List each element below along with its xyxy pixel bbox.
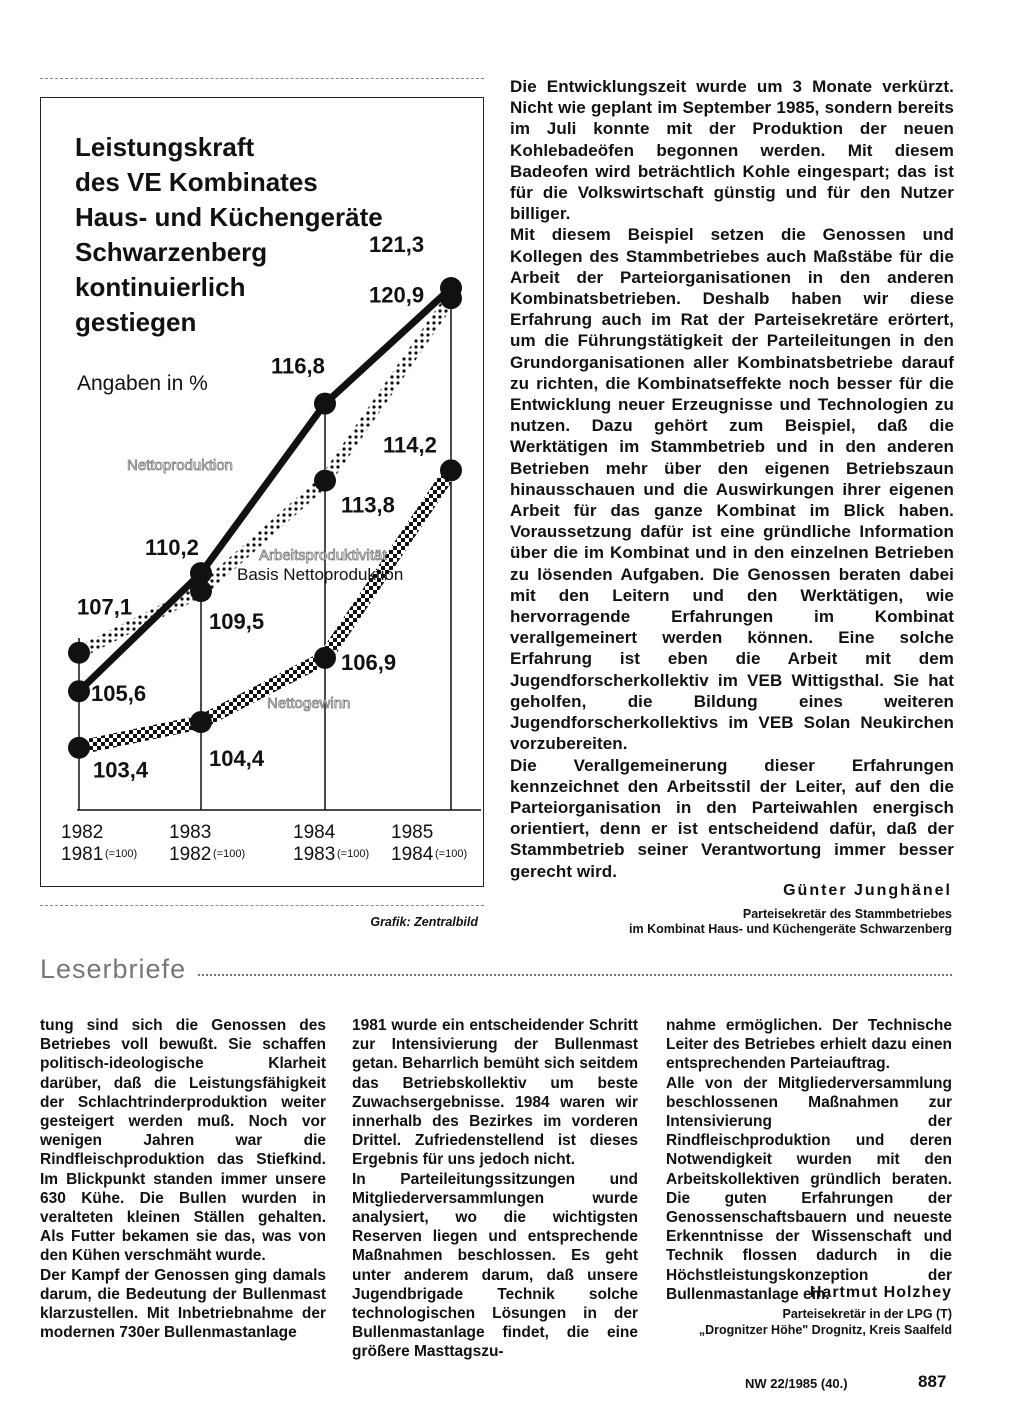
issue-label: NW 22/1985 (40.) xyxy=(745,1376,848,1391)
section-heading: Leserbriefe xyxy=(40,954,187,984)
article-paragraph: Die Entwicklungszeit wurde um 3 Monate verkürzt. Nicht wie geplant im September 1985, sondern bereits im Juli konnte mit der Produktion der neuen Kohlebadeöfen begonnen werden. Mit diesem Badeofen wird beträchtlich Kohle eingespart; das ist für die Volkswirtschaft günstig und für den Nutzer billiger. xyxy=(510,77,954,224)
data-label-nettoproduktion: 105,6 xyxy=(91,681,147,707)
chart-frame xyxy=(40,97,484,887)
page-number: 887 xyxy=(918,1372,947,1391)
data-label-arbeitsproduktivitaet: 109,5 xyxy=(209,609,265,635)
data-point xyxy=(440,459,462,481)
chart-title-line: Schwarzenberg xyxy=(75,237,268,267)
data-label-nettoproduktion: 110,2 xyxy=(145,535,199,561)
article-author-role-2: im Kombinat Haus- und Küchengeräte Schwarzenberg xyxy=(629,922,952,936)
data-label-nettogewinn: 103,4 xyxy=(93,757,149,783)
letter-paragraph: Alle von der Mitgliederversammlung beschlossenen Maßnahmen zur Intensivierung der Rindfleischproduktion und deren Notwendigkeit wurden mit den Arbeitskollektiven gründlich beraten. Die guten Erfahrungen der Genossenschaftsbauern und neueste Erkenntnisse der Wissenschaft und Technik flossen dadurch in die Höchstleistungskonzeption der Bullenmastanlage ein. xyxy=(666,1074,952,1303)
chart-title-line: gestiegen xyxy=(75,307,197,337)
article-paragraph: Mit diesem Beispiel setzen die Genossen und Kollegen des Stammbetriebes auch Maßstäbe für die Arbeit der Parteiorganisationen in den anderen Kombinatsbetrieben. Deshalb haben wir diese Erfahrung auch im Rat der Parteisekretäre erörtert, um die Führungstätigkeit der Parteileitungen in den Grundorganisationen aller Kombinatsbetriebe darauf zu richten, die Kombinatseffekte noch besser für die Entwicklung neuer Erzeugnisse und Technologien zu nutzen. Dazu gehört zum Beispiel, daß die Werktätigen im Stammbetrieb und in den anderen Betrieben mehr über den eigenen Betriebszaun hinausschauen und die Auswirkungen ihrer eigenen Arbeit für das ganze Kombinat im Blick haben. Voraussetzung dafür ist eine gründliche Information über die im Kombinat und in den einzelnen Betrieben zu lösenden Aufgaben. Die Genossen beraten dabei mit den Leitern und den Werktätigen, wie hervorragende Erfahrungen im Kombinat verallgemeinert werden können. Eine solche Erfahrung ist eben die Arbeit mit dem Jugendforscherkollektiv im VEB Wittigsthal. Sie hat geholfen, die Bildung eines weiteren Jugendforscherkollektivs im VEB Solan Neukirchen vorzubereiten. xyxy=(510,225,954,754)
x-base-year-label: 1983 xyxy=(293,844,336,865)
letter-column-2 xyxy=(352,1016,638,1362)
letter-column-3 xyxy=(666,1016,952,1304)
x-base-year-label: 1982 xyxy=(169,844,212,865)
chart-bottom-rule xyxy=(40,905,484,906)
x-tick-label: 1982 xyxy=(61,822,104,843)
data-label-nettogewinn: 114,2 xyxy=(383,432,437,458)
article-paragraph: Die Verallgemeinerung dieser Erfahrungen kennzeichnet den Arbeitsstil der Leiter, auf den die Parteiorganisation in den Parteiwahlen energisch orientiert, denn er ist entscheidend dafür, daß der Stammbetrieb seiner Verantwortung immer besser gerecht wird. xyxy=(510,755,954,881)
x-base-year-label: 1981 xyxy=(61,844,104,865)
data-label-nettogewinn: 106,9 xyxy=(341,649,397,675)
letter-paragraph: tung sind sich die Genossen des Betriebes voll bewußt. Sie schaffen politisch-ideologische Klarheit darüber, daß die Leistungsfähigkeit der Schlachtrinderproduktion weiter gesteigert werden muß. Noch vor wenigen Jahren war die Rindfleischproduktion das Stiefkind. Im Blickpunkt standen immer unsere 630 Kühe. Die Bullen wurden in veralteten kleinen Ställen gehalten. Als Futter bekamen sie das, was von den Kühen verschmäht wurde. xyxy=(40,1017,326,1265)
heading-rule xyxy=(198,974,952,976)
series-name-nettoproduktion: Nettoproduktion xyxy=(127,457,233,474)
x-tick-label: 1984 xyxy=(293,822,336,843)
data-point xyxy=(68,642,90,664)
letter-paragraph: In Parteileitungssitzungen und Mitgliederversammlungen wurde analysiert, wo die wichtigsten Reserven liegen und entsprechende Maßnahmen beschlossen. Es geht unter anderem darum, daß unsere Jugendbrigade Technik solche technologischen Lösungen in der Bullenmastanlage findet, die eine größere Masttagszu- xyxy=(352,1170,638,1361)
letter-author: Hartmut Holzhey xyxy=(809,1284,952,1301)
letter-paragraph: 1981 wurde ein entscheidender Schritt zur Intensivierung der Bullenmast getan. Beharrlich bemüht sich seitdem das Betriebskollektiv um beste Zuwachsergebnisse. 1984 waren wir innerhalb des Bezirkes im vorderen Drittel. Zufriedenstellend ist dieses Ergebnis für uns jedoch nicht. xyxy=(352,1017,638,1169)
letter-paragraph: Der Kampf der Genossen ging damals darum, die Bedeutung der Bullenmast klarzustellen. Mit Inbetriebnahme der modernen 730er Bullenmastanlage xyxy=(40,1266,326,1342)
letter-author-role-2: „Drognitzer Höhe" Drognitz, Kreis Saalfeld xyxy=(698,1323,952,1337)
data-label-arbeitsproduktivitaet: 107,1 xyxy=(77,594,133,620)
x-base-year-label: 1984 xyxy=(391,844,434,865)
data-label-nettoproduktion: 116,8 xyxy=(271,353,325,379)
series-line-arbeitsproduktivitaet xyxy=(79,298,451,652)
x-tick-label: 1983 xyxy=(169,822,212,843)
chart-title-line: kontinuierlich xyxy=(75,272,246,302)
series-name-arbeitsproduktivitaet-2: Basis Nettoproduktion xyxy=(237,565,404,584)
letter-column-1 xyxy=(40,1016,326,1342)
chart-subtitle: Angaben in % xyxy=(77,372,208,395)
article-author-role-1: Parteisekretär des Stammbetriebes xyxy=(742,907,952,921)
data-point xyxy=(68,737,90,759)
top-rule xyxy=(40,78,484,79)
x-base-suffix-label: (=100) xyxy=(105,848,138,860)
x-base-suffix-label: (=100) xyxy=(337,848,370,860)
data-point xyxy=(190,580,212,602)
chart-title-line: Haus- und Küchengeräte xyxy=(75,202,383,232)
chart-title-line: Leistungskraft xyxy=(75,132,255,162)
data-point xyxy=(190,711,212,733)
data-point xyxy=(314,647,336,669)
data-label-arbeitsproduktivitaet: 120,9 xyxy=(369,282,425,308)
x-base-suffix-label: (=100) xyxy=(435,848,468,860)
data-point xyxy=(68,680,90,702)
graphic-credit: Grafik: Zentralbild xyxy=(370,915,478,929)
letter-author-role-1: Parteisekretär in der LPG (T) xyxy=(782,1307,952,1321)
chart-title-line: des VE Kombinates xyxy=(75,167,318,197)
data-label-nettogewinn: 104,4 xyxy=(209,746,265,772)
data-label-arbeitsproduktivitaet: 113,8 xyxy=(341,492,395,518)
series-name-arbeitsproduktivitaet-1: Arbeitsproduktivität xyxy=(259,547,387,564)
data-point xyxy=(440,287,462,309)
article-author: Günter Junghänel xyxy=(783,882,952,899)
data-point xyxy=(314,470,336,492)
data-point xyxy=(314,393,336,415)
data-label-nettoproduktion: 121,3 xyxy=(369,232,425,257)
article-body xyxy=(510,76,954,882)
x-base-suffix-label: (=100) xyxy=(213,848,246,860)
chart-svg xyxy=(41,98,483,886)
series-name-nettogewinn: Nettogewinn xyxy=(267,695,351,712)
letter-paragraph: nahme ermöglichen. Der Technische Leiter des Betriebes erhielt dazu einen entsprechenden Parteiauftrag. xyxy=(666,1017,952,1073)
x-tick-label: 1985 xyxy=(391,822,434,843)
